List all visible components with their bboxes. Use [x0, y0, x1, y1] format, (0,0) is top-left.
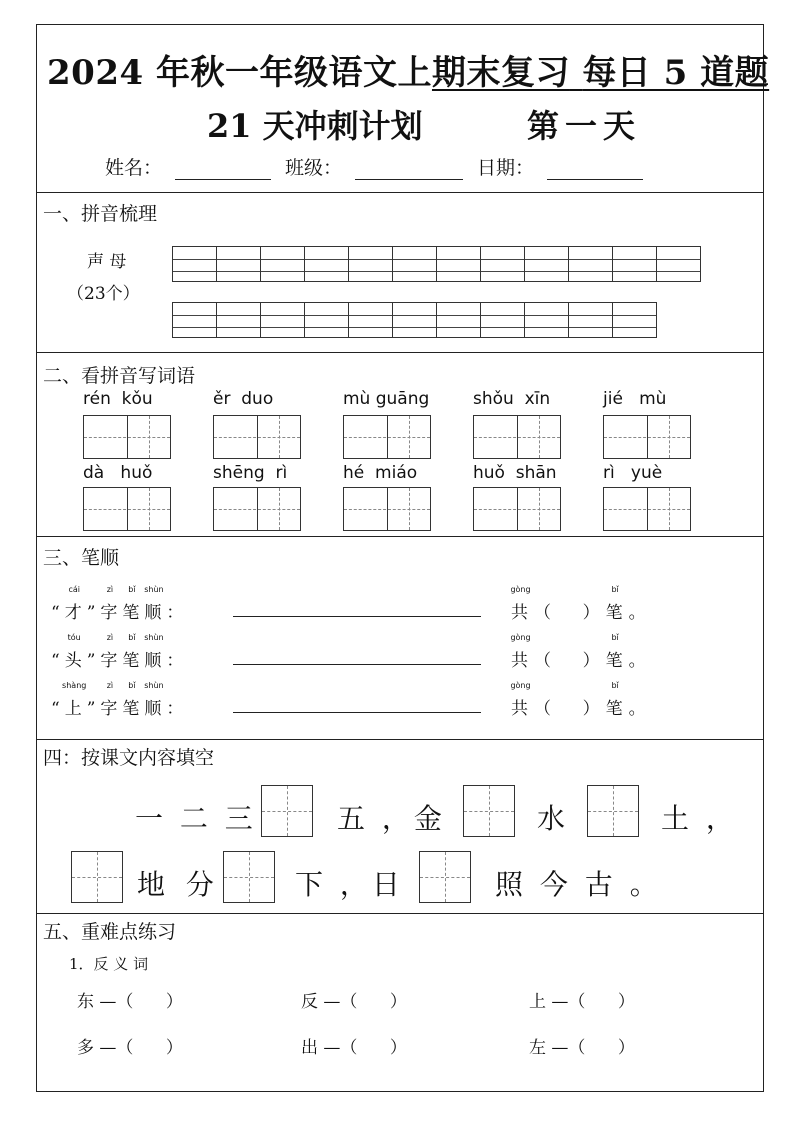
name-label: 姓名：: [105, 157, 163, 179]
stroke-text: [122, 681, 142, 719]
antonym-item[interactable]: 反 —（ ）: [301, 992, 407, 1012]
grid-line: [393, 259, 436, 260]
grid-line: [481, 315, 524, 316]
word-writing-box[interactable]: [603, 415, 691, 459]
char-pinyin: bǐ: [611, 681, 619, 690]
name-field[interactable]: [175, 179, 271, 180]
pinyin-cell[interactable]: [524, 246, 569, 282]
pinyin-cell[interactable]: [436, 302, 481, 338]
stroke-text: [166, 598, 185, 623]
fill-box[interactable]: [419, 851, 471, 903]
stroke-count-row: [510, 585, 648, 623]
stroke-order-row: [51, 681, 188, 719]
grid-line: [349, 271, 392, 272]
grid-line: [657, 259, 700, 260]
char-pinyin: shàng: [62, 681, 87, 690]
char: 笔: [122, 699, 142, 719]
word-writing-box[interactable]: [603, 487, 691, 531]
pinyin-cell[interactable]: [348, 302, 393, 338]
pinyin-word: ěr duo: [213, 389, 274, 409]
pinyin-word: dà huǒ: [83, 463, 153, 483]
pinyin-word: shǒu xīn: [473, 389, 551, 409]
guide-line: [409, 488, 410, 530]
guide-line: [539, 488, 540, 530]
char: 顺: [144, 651, 164, 671]
char-pinyin: zì: [106, 633, 114, 642]
char: 头: [64, 651, 84, 671]
title-part2: 期末复习: [431, 53, 570, 93]
pinyin-word: rì yuè: [603, 463, 663, 483]
grid-line: [657, 271, 700, 272]
box-divider: [257, 416, 258, 458]
char: 才: [64, 603, 84, 623]
page-title: [47, 45, 769, 94]
fill-text-1c: 水: [537, 802, 566, 835]
pinyin-cell[interactable]: [612, 302, 657, 338]
grid-line: [437, 327, 480, 328]
char: 共: [511, 603, 530, 623]
char-pinyin: zì: [106, 681, 114, 690]
pinyin-cell[interactable]: [480, 246, 525, 282]
char-pinyin: bǐ: [611, 585, 619, 594]
stroke-text: [122, 633, 142, 671]
pinyin-cell[interactable]: [612, 246, 657, 282]
stroke-text: [100, 681, 120, 719]
stroke-text: [510, 681, 531, 719]
char: 共: [511, 651, 530, 671]
grid-line: [305, 259, 348, 260]
fill-text-1b: 五 ，金: [337, 802, 446, 835]
stroke-count-row: [510, 681, 648, 719]
char: 共: [511, 699, 530, 719]
section1-title: 一、拼音梳理: [43, 203, 158, 225]
stroke-text: [144, 681, 164, 719]
pinyin-word: rén kǒu: [83, 389, 153, 409]
divider: [37, 352, 763, 353]
pinyin-cell[interactable]: [392, 302, 437, 338]
divider: [37, 192, 763, 193]
box-divider: [517, 488, 518, 530]
guide-line: [539, 416, 540, 458]
fill-box[interactable]: [71, 851, 123, 903]
char: 笔: [605, 699, 625, 719]
box-divider: [127, 488, 128, 530]
title-part1: 2024 年秋一年级语文上: [47, 53, 432, 93]
guide-line: [279, 416, 280, 458]
stroke-text: [510, 585, 531, 623]
char: 顺: [144, 603, 164, 623]
stroke-text: [166, 646, 185, 671]
stroke-text: [87, 603, 98, 623]
stroke-text: [144, 633, 164, 671]
stroke-text: [605, 633, 625, 671]
stroke-count-blank[interactable]: （ ）: [534, 603, 602, 623]
stroke-text: [51, 651, 62, 671]
date-field[interactable]: [547, 179, 643, 180]
guide-line: [409, 416, 410, 458]
word-writing-box[interactable]: [473, 415, 561, 459]
stroke-text: [87, 699, 98, 719]
antonym-item[interactable]: 左 —（ ）: [529, 1038, 635, 1058]
antonym-item[interactable]: 东 —（ ）: [77, 992, 183, 1012]
grid-line: [437, 271, 480, 272]
stroke-text: [64, 633, 84, 671]
char: “: [51, 699, 62, 719]
guide-line: [669, 416, 670, 458]
plan-title: 21 天冲刺计划: [207, 107, 423, 145]
char-pinyin: gòng: [510, 585, 531, 594]
grid-line: [393, 327, 436, 328]
stroke-text: [51, 603, 62, 623]
grid-line: [217, 315, 260, 316]
grid-line: [349, 315, 392, 316]
fill-text-2a: 地 分: [137, 868, 220, 901]
grid-line: [173, 315, 216, 316]
fill-text-1a: 一 二 三: [135, 802, 257, 835]
pinyin-cell[interactable]: [568, 302, 613, 338]
char-pinyin: shùn: [144, 633, 164, 642]
pinyin-cell[interactable]: [304, 302, 349, 338]
pinyin-word: jié mù: [603, 389, 667, 409]
stroke-text: [62, 681, 87, 719]
pinyin-word: shēng rì: [213, 463, 288, 483]
box-divider: [647, 416, 648, 458]
pinyin-cell[interactable]: [216, 246, 261, 282]
grid-line: [393, 271, 436, 272]
char: ”: [86, 603, 98, 623]
stroke-order-answer[interactable]: [233, 616, 481, 617]
pinyin-cell[interactable]: [436, 246, 481, 282]
stroke-order-answer[interactable]: [233, 712, 481, 713]
section3-title: 三、笔顺: [43, 547, 120, 569]
section5-title: 五、重难点练习: [43, 921, 177, 943]
fill-text-2b: 下 ，日: [295, 868, 404, 901]
period: 。: [628, 651, 648, 671]
box-divider: [647, 488, 648, 530]
stroke-order-row: [51, 585, 188, 623]
word-writing-box[interactable]: [343, 415, 431, 459]
grid-line: [173, 259, 216, 260]
fill-box[interactable]: [587, 785, 639, 837]
class-label: 班级：: [285, 157, 343, 179]
fill-box[interactable]: [463, 785, 515, 837]
pinyin-cell[interactable]: [480, 302, 525, 338]
char-pinyin: cái: [68, 585, 80, 594]
grid-line: [613, 315, 656, 316]
char-pinyin: bǐ: [611, 633, 619, 642]
word-writing-box[interactable]: [83, 415, 171, 459]
grid-line: [173, 327, 216, 328]
pinyin-cell[interactable]: [172, 302, 217, 338]
guide-line: [149, 488, 150, 530]
stroke-count-blank[interactable]: （ ）: [534, 651, 602, 671]
char: 字: [100, 699, 120, 719]
stroke-text: [144, 585, 164, 623]
char-pinyin: shùn: [144, 585, 164, 594]
antonym-subtitle: 1．反 义 词: [69, 955, 149, 973]
char-pinyin: tóu: [67, 633, 81, 642]
guide-line: [669, 488, 670, 530]
grid-line: [569, 315, 612, 316]
char: 字: [100, 603, 120, 623]
char-pinyin: bǐ: [128, 585, 136, 594]
stroke-text: [100, 633, 120, 671]
title-gap: [570, 53, 582, 93]
grid-line: [305, 271, 348, 272]
fill-box[interactable]: [223, 851, 275, 903]
box-divider: [257, 488, 258, 530]
grid-line: [305, 327, 348, 328]
grid-line: [305, 315, 348, 316]
pinyin-cell[interactable]: [524, 302, 569, 338]
grid-line: [261, 259, 304, 260]
title-part3: 每日 5 道题: [582, 53, 770, 93]
grid-line: [481, 327, 524, 328]
pinyin-cell[interactable]: [172, 246, 217, 282]
grid-line: [525, 271, 568, 272]
grid-line: [349, 259, 392, 260]
char: ”: [86, 651, 98, 671]
stroke-count-blank[interactable]: （ ）: [534, 699, 602, 719]
char: ：: [166, 699, 186, 719]
grid-line: [525, 315, 568, 316]
word-writing-box[interactable]: [83, 487, 171, 531]
char: “: [51, 651, 62, 671]
pinyin-cell[interactable]: [656, 246, 701, 282]
antonym-item[interactable]: 多 —（ ）: [77, 1038, 183, 1058]
divider: [37, 913, 763, 914]
char: 笔: [605, 603, 625, 623]
guide-line: [279, 488, 280, 530]
char: “: [51, 603, 62, 623]
grid-line: [613, 271, 656, 272]
char: ：: [166, 651, 186, 671]
stroke-text: [64, 585, 84, 623]
grid-line: [173, 271, 216, 272]
grid-line: [261, 327, 304, 328]
stroke-count-row: [510, 633, 648, 671]
day-label: 第一天: [527, 107, 642, 145]
char-pinyin: gòng: [510, 681, 531, 690]
grid-line: [437, 315, 480, 316]
stroke-text: [166, 694, 185, 719]
box-divider: [517, 416, 518, 458]
grid-line: [613, 259, 656, 260]
box-divider: [127, 416, 128, 458]
grid-line: [569, 271, 612, 272]
grid-line: [393, 315, 436, 316]
stroke-text: [87, 651, 98, 671]
stroke-text: [100, 585, 120, 623]
grid-line: [569, 327, 612, 328]
stroke-text: [51, 699, 62, 719]
grid-line: [437, 259, 480, 260]
stroke-text: [605, 585, 625, 623]
period: 。: [628, 699, 648, 719]
pinyin-word: hé miáo: [343, 463, 418, 483]
stroke-text: [122, 585, 142, 623]
stroke-text: [510, 633, 531, 671]
pinyin-cell[interactable]: [216, 302, 261, 338]
date-label: 日期：: [477, 157, 535, 179]
shengmu-count: （23个）: [67, 284, 140, 304]
pinyin-cell[interactable]: [304, 246, 349, 282]
grid-line: [217, 327, 260, 328]
char: ”: [86, 699, 98, 719]
stroke-order-answer[interactable]: [233, 664, 481, 665]
char-pinyin: bǐ: [128, 633, 136, 642]
grid-line: [525, 327, 568, 328]
divider: [37, 536, 763, 537]
box-divider: [387, 416, 388, 458]
char: 顺: [144, 699, 164, 719]
grid-line: [525, 259, 568, 260]
grid-line: [349, 327, 392, 328]
section2-title: 二、看拼音写词语: [43, 365, 196, 387]
char: 笔: [122, 651, 142, 671]
char-pinyin: gòng: [510, 633, 531, 642]
grid-line: [481, 259, 524, 260]
pinyin-word: huǒ shān: [473, 463, 557, 483]
fill-text-1d: 土 ，: [661, 802, 738, 835]
char: 笔: [122, 603, 142, 623]
antonym-item[interactable]: 上 —（ ）: [529, 992, 635, 1012]
grid-line: [481, 271, 524, 272]
word-writing-box[interactable]: [343, 487, 431, 531]
word-writing-box[interactable]: [473, 487, 561, 531]
char: 字: [100, 651, 120, 671]
grid-line: [217, 271, 260, 272]
grid-line: [569, 259, 612, 260]
char: ：: [166, 603, 186, 623]
char: 上: [64, 699, 84, 719]
pinyin-cell[interactable]: [348, 246, 393, 282]
box-divider: [387, 488, 388, 530]
char-pinyin: shùn: [144, 681, 164, 690]
fill-box[interactable]: [261, 785, 313, 837]
grid-line: [217, 259, 260, 260]
section4-title: 四：按课文内容填空: [43, 747, 215, 769]
pinyin-cell[interactable]: [260, 302, 305, 338]
divider: [37, 739, 763, 740]
antonym-item[interactable]: 出 —（ ）: [301, 1038, 407, 1058]
stroke-text: [605, 681, 625, 719]
char: 笔: [605, 651, 625, 671]
period: 。: [628, 603, 648, 623]
pinyin-cell[interactable]: [568, 246, 613, 282]
word-writing-box[interactable]: [213, 415, 301, 459]
char-pinyin: zì: [106, 585, 114, 594]
class-field[interactable]: [355, 179, 463, 180]
char-pinyin: bǐ: [128, 681, 136, 690]
pinyin-cell[interactable]: [392, 246, 437, 282]
guide-line: [149, 416, 150, 458]
stroke-order-row: [51, 633, 188, 671]
fill-text-2c: 照 今 古 。: [495, 868, 662, 901]
grid-line: [261, 315, 304, 316]
pinyin-cell[interactable]: [260, 246, 305, 282]
pinyin-word: mù guāng: [343, 389, 430, 409]
grid-line: [613, 327, 656, 328]
shengmu-label: 声 母: [87, 252, 127, 272]
word-writing-box[interactable]: [213, 487, 301, 531]
worksheet: [36, 24, 770, 1092]
grid-line: [261, 271, 304, 272]
